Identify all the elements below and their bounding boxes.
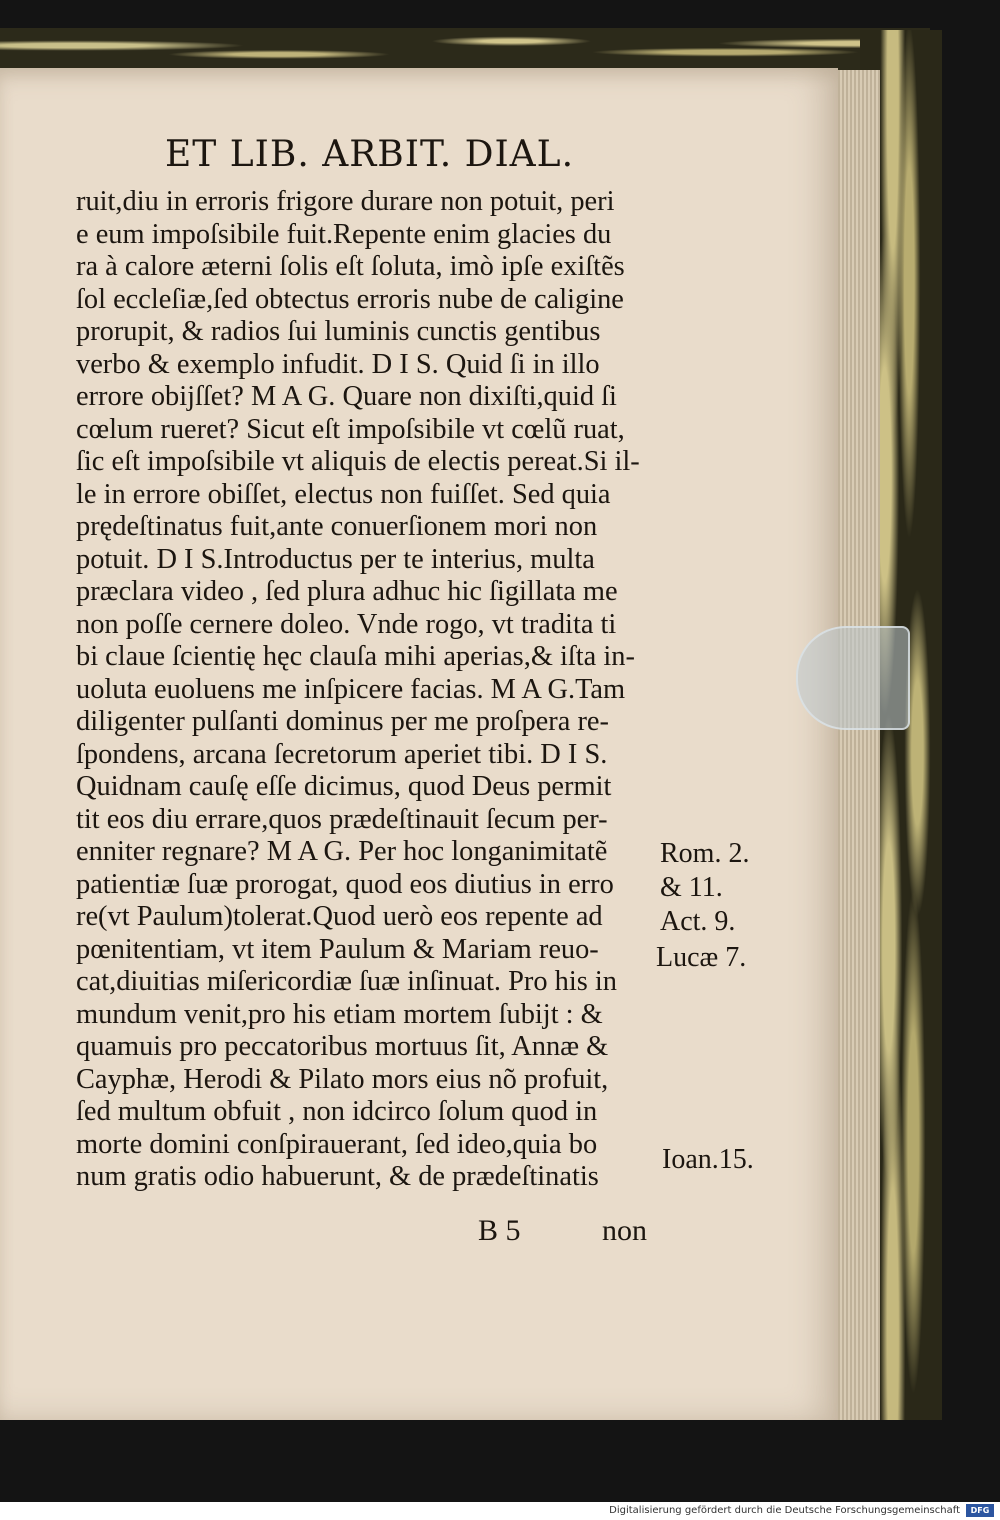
marbled-cover-top [0, 28, 930, 72]
text-line: num gratis odio habuerunt, & de prædeſtinatis [76, 1161, 599, 1192]
catchword: non [602, 1214, 647, 1247]
marginal-note: Ioan.15. [662, 1144, 754, 1175]
text-line: potuit. D I S.Introductus per te interius, multa [76, 543, 595, 575]
text-line: ra à calore æterni ſolis eſt ſoluta, imò ipſe exiſtẽs [76, 251, 625, 282]
page-clip [796, 626, 910, 730]
text-line: cœlum rueret? Sicut eſt impoſsibile vt cœlũ ruat, [76, 413, 625, 445]
text-line: prorupit, & radios ſui luminis cunctis gentibus [76, 316, 601, 347]
footer-credit: Digitalisierung gefördert durch die Deutsche Forschungsgemeinschaft [609, 1505, 960, 1516]
marginal-note: Rom. 2. [660, 838, 750, 869]
text-line: Quidnam cauſę eſſe dicimus, quod Deus permit [76, 771, 612, 802]
body-text [76, 186, 656, 1194]
text-line: pœnitentiam, vt item Paulum & Mariam reuo- [76, 933, 599, 965]
text-line: errore obijſſet? M A G. Quare non dixiſti,quid ſi [76, 381, 617, 412]
text-line: quamuis pro peccatoribus mortuus ſit, Annæ & [76, 1031, 609, 1062]
text-line: ſpondens, arcana ſecretorum aperiet tibi. D I S. [76, 738, 608, 770]
dfg-logo: DFG [966, 1504, 994, 1517]
text-line: verbo & exemplo infudit. D I S. Quid ſi in illo [76, 348, 600, 380]
text-line: ſic eſt impoſsibile vt aliquis de electis pereat.Si il- [76, 446, 640, 477]
text-line: cat,diuitias miſericordiæ ſuæ inſinuat. Pro his in [76, 966, 617, 997]
text-line: mundum venit,pro his etiam mortem ſubijt : & [76, 998, 603, 1030]
text-line: enniter regnare? M A G. Per hoc longanimitatẽ [76, 836, 608, 867]
text-line: diligenter pulſanti dominus per me proſpera re- [76, 706, 609, 737]
text-line: Cayphæ, Herodi & Pilato mors eius nõ profuit, [76, 1063, 609, 1095]
text-line: uoluta euoluens me inſpicere facias. M A G.Tam [76, 673, 626, 705]
text-line: ſed multum obfuit , non idcirco ſolum quod in [76, 1096, 598, 1127]
text-line: morte domini conſpirauerant, ſed ideo,quia bo [76, 1128, 598, 1160]
marginal-note: & 11. [660, 872, 723, 903]
marginal-note: Lucæ 7. [656, 942, 747, 973]
text-line: e eum impoſsibile fuit.Repente enim glacies du [76, 218, 612, 250]
text-line: bi claue ſcientię hęc clauſa mihi aperias,& iſta in- [76, 641, 635, 672]
text-line: ſol eccleſiæ,ſed obtectus erroris nube de caligine [76, 283, 624, 315]
marginal-note: Act. 9. [660, 906, 736, 937]
signature-mark: B 5 [478, 1214, 521, 1247]
text-line: le in errore obiſſet, electus non fuiſſet. Sed quia [76, 478, 611, 510]
footer-bar [0, 1502, 1000, 1520]
text-line: ruit,diu in erroris frigore durare non potuit, peri [76, 186, 615, 217]
text-line: prędeſtinatus fuit,ante conuerſionem mori non [76, 511, 598, 542]
text-line: non poſſe cernere doleo. Vnde rogo, vt tradita ti [76, 608, 617, 640]
text-line: patientiæ ſuæ prorogat, quod eos diutius in erro [76, 868, 614, 900]
running-head: ET LIB. ARBIT. DIAL. [165, 134, 575, 175]
text-line: tit eos diu errare,quos prædeſtinauit ſecum per- [76, 803, 608, 835]
text-line: præclara video , ſed plura adhuc hic ſigillata me [76, 576, 618, 607]
text-line: re(vt Paulum)tolerat.Quod uerò eos repente ad [76, 901, 603, 932]
